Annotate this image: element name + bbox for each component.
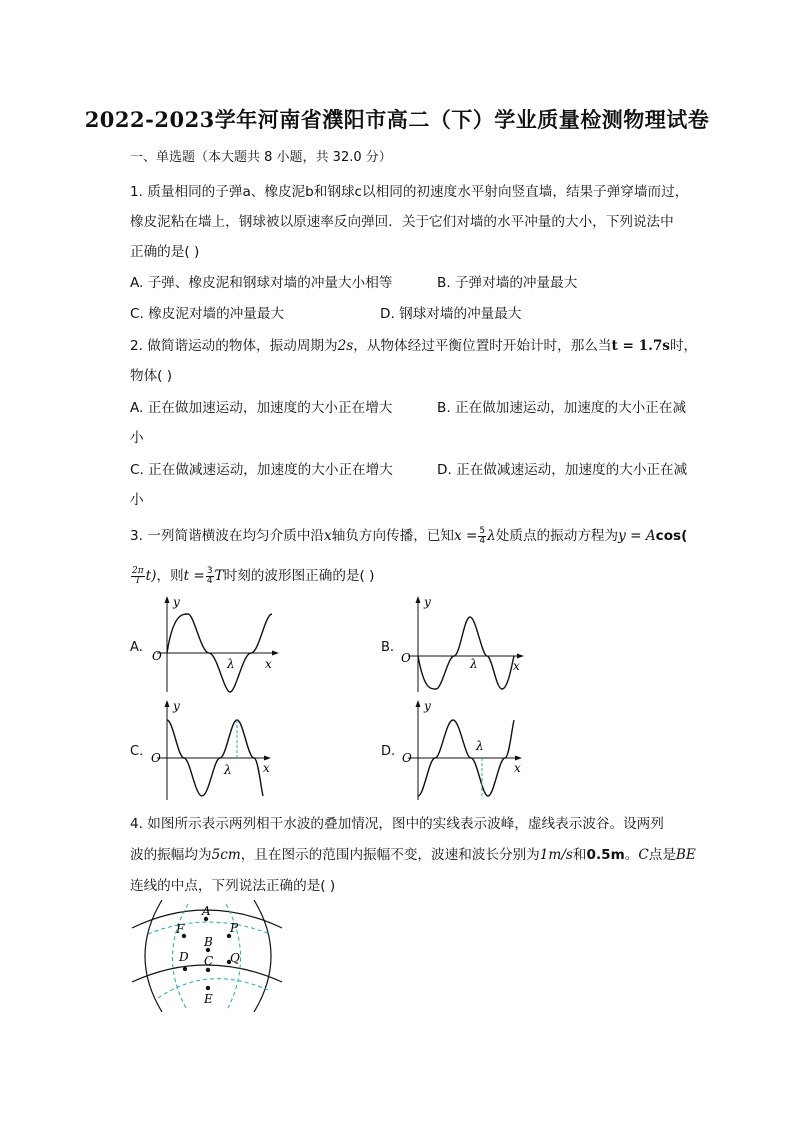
label-f: F: [176, 922, 185, 936]
point-c: [206, 968, 210, 972]
y-label: y: [173, 595, 180, 609]
q3-graph-c[interactable]: [145, 698, 285, 803]
q2-text-a: 2. 做简谐运动的物体，振动周期为: [130, 338, 338, 354]
q2-time: t = 1.7s: [611, 338, 670, 354]
lambda-label: λ: [227, 657, 235, 671]
q3-frac-5-4: [478, 527, 486, 546]
q3-frac2-den: T: [134, 575, 141, 586]
y-label: y: [424, 595, 431, 609]
q4-line2: [130, 843, 696, 863]
q4-segment-be: BE: [675, 847, 696, 863]
x-label: x: [265, 657, 272, 671]
q4-line3: 连线的中点，下列说法正确的是( ): [130, 878, 336, 894]
label-d: D: [179, 950, 189, 964]
origin-label: O: [402, 751, 412, 765]
q3-frac1-den: 4: [479, 535, 486, 546]
q2-option-d[interactable]: D. 正在做减速运动，加速度的大小正在减: [437, 462, 688, 478]
q1-option-d[interactable]: D. 钢球对墙的冲量最大: [380, 306, 522, 322]
q3-graph-a[interactable]: [145, 594, 285, 694]
q3-text-f: 处质点的振动方程为: [495, 528, 619, 544]
x-arrow-icon: [272, 651, 279, 656]
q3-t-close: t): [145, 568, 157, 584]
q4-text-g: 。: [624, 847, 639, 863]
label-b: B: [204, 935, 213, 949]
q3-cos: cos(: [655, 528, 688, 544]
y-arrow-icon: [165, 596, 170, 603]
q2-text-c: ，从物体经过平衡位置时开始计时，那么当: [353, 338, 612, 354]
q2-option-a[interactable]: A. 正在做加速运动，加速度的大小正在增大: [130, 400, 393, 416]
x-arrow-icon: [264, 756, 271, 761]
q3-frac3-num: 3: [206, 565, 213, 576]
q3-frac-2pi-T: [131, 567, 145, 586]
page-title: 2022-2023学年河南省濮阳市高二（下）学业质量检测物理试卷: [84, 107, 710, 132]
q3-frac-3-4: [206, 567, 214, 586]
label-q: Q: [230, 951, 240, 965]
q1-line2: 橡皮泥粘在墙上，钢球被以原速率反向弹回．关于它们对墙的水平冲量的大小，下列说法中: [130, 214, 674, 230]
q2-option-d-wrap: 小: [130, 492, 144, 508]
q4-line1: 4. 如图所示表示两列相干水波的叠加情况，图中的实线表示波峰，虚线表示波谷。设两列: [130, 816, 664, 832]
interference-diagram: [128, 900, 288, 1012]
q3-y-eq: y = A: [618, 528, 656, 544]
q1-option-a[interactable]: A. 子弹、橡皮泥和钢球对墙的冲量大小相等: [130, 275, 393, 291]
q3-x-var: x: [324, 528, 332, 544]
origin-label: O: [401, 651, 411, 665]
q3-graph-d[interactable]: [396, 698, 536, 803]
x-label: x: [514, 761, 521, 775]
q3-frac2-num: 2π: [132, 565, 144, 576]
q4-amplitude: 5cm: [211, 847, 241, 863]
q3-text-a: 3. 一列简谐横波在均匀介质中沿: [130, 528, 325, 544]
lambda-label: λ: [470, 657, 478, 671]
q3-text-b: ，则: [156, 568, 184, 584]
q3-line2: [130, 564, 375, 586]
q3-text-c: 轴负方向传播，已知: [331, 528, 455, 544]
q3-t-eq: t =: [183, 568, 205, 584]
label-p: P: [230, 921, 239, 935]
y-arrow-icon: [165, 700, 170, 707]
q3-frac3-den: 4: [206, 575, 213, 586]
y-label: y: [424, 699, 431, 713]
y-arrow-icon: [416, 596, 421, 603]
q3-line1: [130, 524, 687, 546]
q4-text-i: 点是: [648, 847, 676, 863]
crest-arc-right: [254, 900, 271, 1012]
q3-lambda: λ: [487, 528, 496, 544]
q4-text-a: 波的振幅均为: [130, 847, 212, 863]
label-c: C: [204, 954, 214, 968]
q4-wavelength: 0.5m: [586, 847, 625, 863]
q1-line1: 1. 质量相同的子弹a、橡皮泥b和钢球c以相同的初速度水平射向竖直墙，结果子弹穿墙而过，: [130, 184, 689, 200]
q3-x-eq: x =: [454, 528, 478, 544]
x-label: x: [263, 761, 270, 775]
q3-option-b-label[interactable]: B.: [381, 640, 395, 655]
q3-frac1-num: 5: [479, 525, 486, 536]
x-arrow-icon: [515, 756, 522, 761]
x-arrow-icon: [517, 654, 524, 659]
q3-graph-b[interactable]: [396, 594, 536, 694]
q3-T: T: [214, 568, 224, 584]
q2-line2: 物体( ): [130, 368, 173, 384]
q3-option-d-label[interactable]: D.: [381, 744, 396, 759]
wave-curve: [418, 617, 514, 689]
q2-option-c[interactable]: C. 正在做减速运动，加速度的大小正在增大: [130, 462, 393, 478]
label-e: E: [204, 992, 213, 1006]
q3-option-a-label[interactable]: A.: [130, 640, 143, 655]
q1-option-c[interactable]: C. 橡皮泥对墙的冲量最大: [130, 306, 285, 322]
origin-label: O: [151, 751, 161, 765]
q1-line3: 正确的是( ): [130, 244, 200, 260]
q2-option-b[interactable]: B. 正在做加速运动，加速度的大小正在减: [437, 400, 687, 416]
y-arrow-icon: [416, 700, 421, 707]
label-a: A: [202, 904, 211, 918]
lambda-label: λ: [224, 763, 232, 777]
lambda-label: λ: [476, 739, 484, 753]
point-d: [183, 967, 187, 971]
q2-period: 2s: [337, 338, 354, 354]
y-label: y: [173, 699, 180, 713]
q1-option-b[interactable]: B. 子弹对墙的冲量最大: [437, 275, 578, 291]
section-heading: 一、单选题（本大题共 8 小题，共 32.0 分）: [130, 150, 392, 165]
x-label: x: [513, 659, 520, 673]
origin-label: O: [152, 649, 162, 663]
q4-point-c: C: [638, 847, 649, 863]
q2-text-e: 时，: [669, 338, 698, 354]
q4-text-e: 和: [572, 847, 587, 863]
point-e: [206, 986, 210, 990]
q4-speed: 1m/s: [539, 847, 573, 863]
trough-arc-top: [148, 922, 270, 934]
q3-option-c-label[interactable]: C.: [130, 744, 144, 759]
q2-option-b-wrap: 小: [130, 430, 144, 446]
q4-text-c: ，且在图示的范围内振幅不变，波速和波长分别为: [240, 847, 540, 863]
trough-arc-bottom: [158, 979, 268, 998]
q3-text-e: 时刻的波形图正确的是( ): [223, 568, 375, 584]
q2-line1: [130, 334, 697, 354]
